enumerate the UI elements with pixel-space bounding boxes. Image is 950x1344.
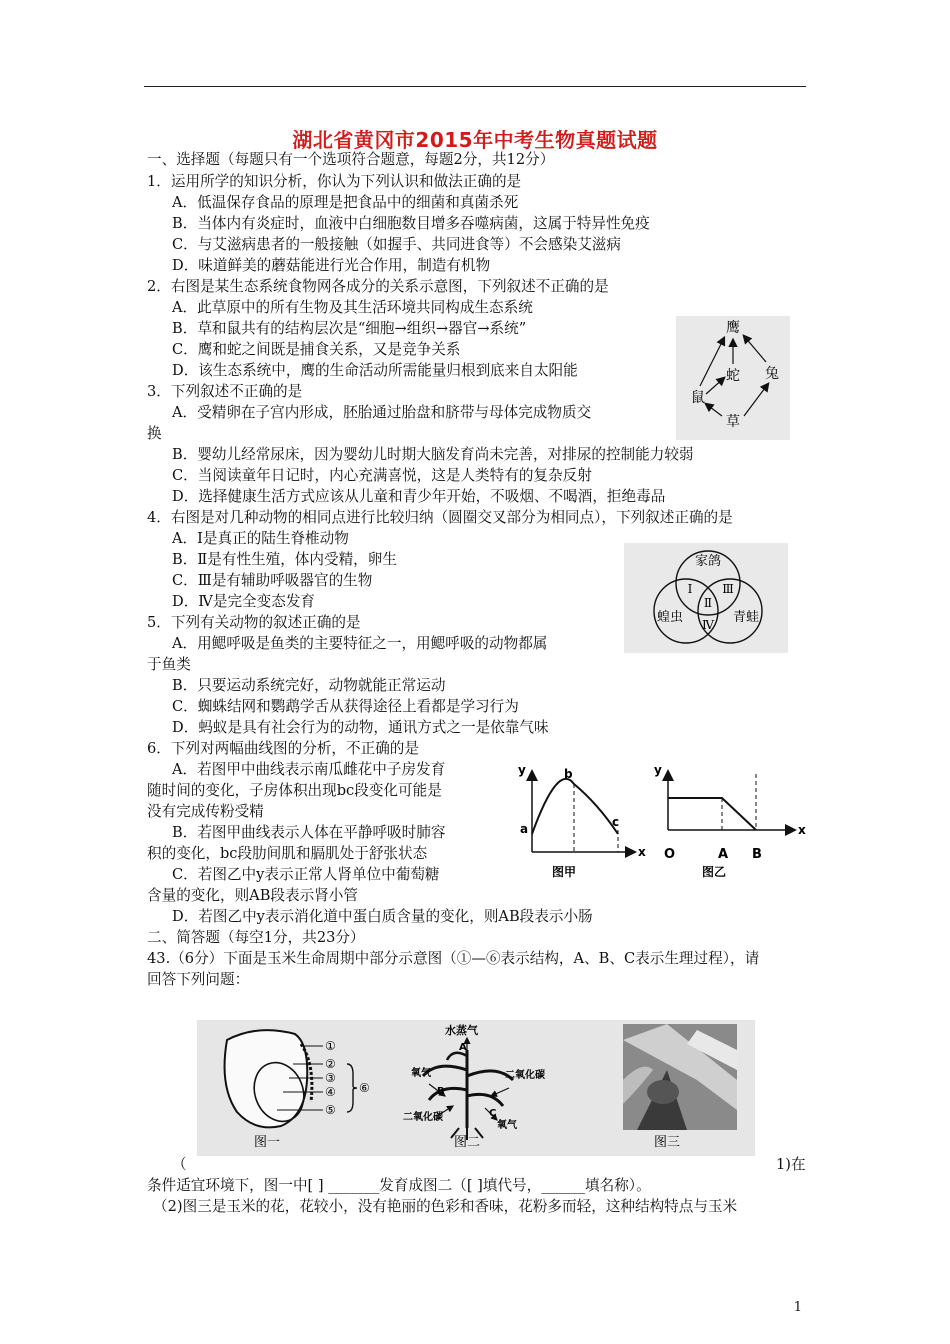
option-continuation: 于鱼类 <box>147 656 191 673</box>
label-frog: 青蛙 <box>732 610 760 625</box>
option: D．选择健康生活方式应该从儿童和青少年开始，不吸烟、不喝酒，拒绝毒品 <box>172 488 666 505</box>
caption-yi: 图乙 <box>702 865 727 879</box>
point-a: a <box>520 822 529 836</box>
region-4: Ⅳ <box>702 618 714 632</box>
label-4: ④ <box>325 1085 336 1099</box>
option: B．若图甲曲线表示人体在平静呼吸时肺容 <box>172 824 446 841</box>
option: D．蚂蚁是具有社会行为的动物，通讯方式之一是依靠气味 <box>172 719 549 736</box>
caption-fig3: 图三 <box>653 1135 681 1150</box>
page-title: 湖北省黄冈市2015年中考生物真题试题 <box>292 128 658 152</box>
y-label: y <box>518 763 526 777</box>
section-heading: 一、选择题（每题只有一个选项符合题意，每题2分，共12分） <box>147 151 555 168</box>
question-stem: 4．右图是对几种动物的相同点进行比较归纳（圆圈交叉部分为相同点），下列叙述正确的是 <box>147 509 733 526</box>
page-number: 1 <box>793 1300 802 1315</box>
point-b: b <box>564 767 573 781</box>
node-snake: 蛇 <box>726 368 740 384</box>
option: C．蜘蛛结网和鹦鹉学舌从获得途径上看都是学习行为 <box>172 698 519 715</box>
option: C．Ⅲ是有辅助呼吸器官的生物 <box>172 572 373 589</box>
region-2: Ⅱ <box>703 596 713 610</box>
question-stem: 5．下列有关动物的叙述正确的是 <box>147 614 361 631</box>
label-oxygen-bottom: 氧气 <box>497 1120 517 1131</box>
label-vapor: 水蒸气 <box>445 1024 478 1037</box>
label-1: ① <box>325 1039 336 1053</box>
option: B．Ⅱ是有性生殖，体内受精，卵生 <box>172 551 397 568</box>
curve-graphs <box>512 760 812 882</box>
section-heading: 二、简答题（每空1分，共23分） <box>147 929 365 946</box>
option: D．Ⅳ是完全变态发育 <box>172 593 316 610</box>
node-mouse: 鼠 <box>691 390 705 406</box>
point-A: A <box>718 847 729 862</box>
option-continuation: 含量的变化，则AB段表示肾小管 <box>147 887 358 904</box>
corn-figures <box>197 1020 755 1156</box>
graph-yi <box>654 763 806 879</box>
point-B: B <box>752 847 762 862</box>
node-eagle: 鹰 <box>726 320 740 336</box>
question-stem: 3．下列叙述不正确的是 <box>147 383 303 400</box>
region-1: Ⅰ <box>687 582 693 596</box>
option: C．与艾滋病患者的一般接触（如握手、共同进食等）不会感染艾滋病 <box>172 236 621 253</box>
sub-question-open: （ <box>172 1156 187 1173</box>
option: A．若图甲中曲线表示南瓜雌花中子房发育 <box>172 761 446 778</box>
option: A．用鳃呼吸是鱼类的主要特征之一，用鳃呼吸的动物都属 <box>172 635 548 652</box>
question-stem: 6．下列对两幅曲线图的分析，不正确的是 <box>147 740 419 757</box>
y-label: y <box>654 763 662 777</box>
venn-figure <box>624 543 788 653</box>
option-continuation: 随时间的变化，子房体积出现bc段变化可能是 <box>147 782 442 799</box>
origin-label: O <box>664 847 676 862</box>
label-A: A <box>459 1042 467 1053</box>
question-stem: 2．右图是某生态系统食物网各成分的关系示意图，下列叙述不正确的是 <box>147 278 609 295</box>
node-grass: 草 <box>726 414 740 430</box>
sub-question-number: 1)在 <box>776 1156 806 1173</box>
curve <box>532 779 618 834</box>
option: A．Ⅰ是真正的陆生脊椎动物 <box>172 530 349 547</box>
option: D．若图乙中y表示消化道中蛋白质含量的变化，则AB段表示小肠 <box>172 908 593 925</box>
question-stem-continuation: 回答下列问题： <box>147 971 250 988</box>
option: A．受精卵在子宫内形成，胚胎通过胎盘和脐带与母体完成物质交 <box>172 404 592 421</box>
region-3: Ⅲ <box>722 582 734 596</box>
option-continuation: 没有完成传粉受精 <box>147 803 264 820</box>
label-C: C <box>489 1108 497 1119</box>
option: C．若图乙中y表示正常人肾单位中葡萄糖 <box>172 866 440 883</box>
label-locust: 蝗虫 <box>656 610 684 625</box>
node-rabbit: 兔 <box>765 366 779 382</box>
sub-question-1: 条件适宜环境下，图一中[ ] _______发育成图二（[ ]填代号，______填名称）。 <box>147 1177 651 1194</box>
option-continuation: 积的变化，bc段肋间肌和膈肌处于舒张状态 <box>147 845 428 862</box>
option: A．此草原中的所有生物及其生活环境共同构成生态系统 <box>172 299 533 316</box>
option: B．当体内有炎症时，血液中白细胞数目增多吞噬病菌，这属于特异性免疫 <box>172 215 650 232</box>
food-web-figure <box>676 316 790 440</box>
option: C．当阅读童年日记时，内心充满喜悦，这是人类特有的复杂反射 <box>172 467 592 484</box>
question-stem: 43.（6分）下面是玉米生命周期中部分示意图（①—⑥表示结构，A、B、C表示生理过程），请 <box>147 950 760 967</box>
option: A．低温保存食品的原理是把食品中的细菌和真菌杀死 <box>172 194 519 211</box>
label-2: ② <box>325 1057 336 1071</box>
option: D．该生态系统中，鹰的生命活动所需能量归根到底来自太阳能 <box>172 362 578 379</box>
header-rule <box>144 86 806 87</box>
sub-question-2: （2)图三是玉米的花，花较小，没有艳丽的色彩和香味，花粉多而轻，这种结构特点与玉米 <box>153 1198 738 1215</box>
label-3: ③ <box>325 1071 336 1085</box>
label-oxygen-top: 氧气 <box>411 1068 431 1079</box>
label-B: B <box>437 1086 445 1097</box>
option: D．味道鲜美的蘑菇能进行光合作用，制造有机物 <box>172 257 491 274</box>
caption-fig2: 图二 <box>453 1135 481 1150</box>
label-5: ⑤ <box>325 1103 336 1117</box>
x-label: x <box>638 845 646 859</box>
label-co2-top: 二氧化碳 <box>505 1070 545 1081</box>
option: B．婴幼儿经常尿床，因为婴幼儿时期大脑发育尚未完善，对排尿的控制能力较弱 <box>172 446 694 463</box>
graph-jia <box>518 763 646 879</box>
option: B．草和鼠共有的结构层次是“细胞→组织→器官→系统” <box>172 320 527 337</box>
option: C．鹰和蛇之间既是捕食关系，又是竞争关系 <box>172 341 461 358</box>
option: B．只要运动系统完好，动物就能正常运动 <box>172 677 446 694</box>
curve <box>668 798 756 830</box>
label-pigeon: 家鸽 <box>694 554 722 569</box>
option-continuation: 换 <box>147 425 162 442</box>
x-label: x <box>798 823 806 837</box>
caption-fig1: 图一 <box>253 1135 281 1150</box>
label-6: ⑥ <box>359 1081 370 1095</box>
label-co2-bottom: 二氧化碳 <box>403 1112 443 1123</box>
question-stem: 1．运用所学的知识分析，你认为下列认识和做法正确的是 <box>147 173 522 190</box>
point-c: c <box>612 815 620 829</box>
caption-jia: 图甲 <box>552 865 577 879</box>
